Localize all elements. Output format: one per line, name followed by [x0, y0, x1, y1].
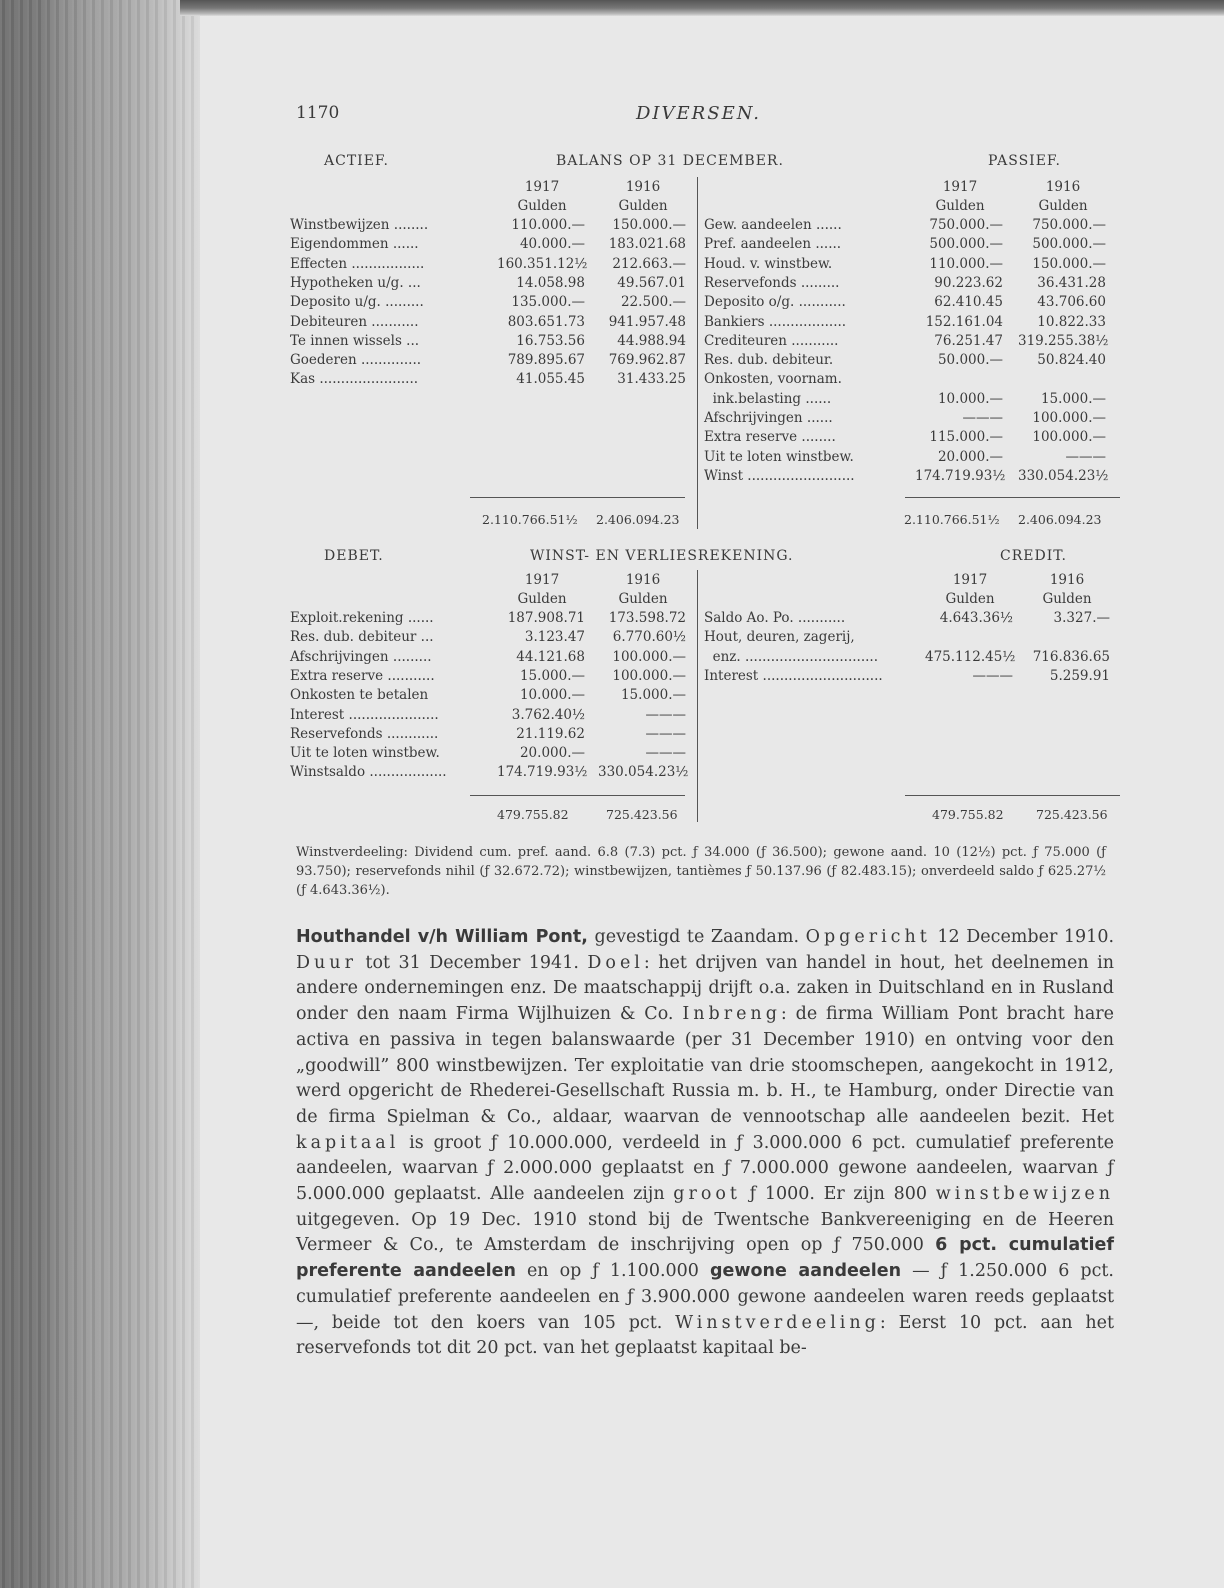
value-1917: 44.121.68 — [516, 648, 585, 665]
row-label: Winstbewijzen ........ — [290, 217, 429, 233]
value-1917: 4.643.36½ — [939, 610, 1013, 626]
row-label: Bankiers .................. — [704, 313, 847, 330]
winst-total-left-1917: 479.755.82 — [497, 807, 569, 822]
running-head: DIVERSEN. — [636, 103, 762, 124]
value-1917: 90.223.62 — [934, 274, 1003, 291]
value-1917: 41.055.45 — [516, 371, 585, 388]
row-label: Res. dub. debiteur. — [704, 352, 834, 369]
value-1916: 6.770.60½ — [612, 629, 686, 646]
row-label: Crediteuren ........... — [704, 332, 839, 349]
year-1916-header: 1916 — [625, 572, 661, 588]
totals-rule — [470, 497, 685, 498]
table-row — [290, 235, 690, 254]
value-1917: 500.000.— — [929, 236, 1003, 253]
value-1916: 716.836.65 — [1032, 648, 1110, 665]
value-1916: 50.824.40 — [1037, 352, 1106, 369]
year-1917-header: 1917 — [952, 572, 988, 588]
value-1916: 10.822.33 — [1037, 313, 1106, 330]
value-1917: 10.000.— — [519, 687, 585, 704]
value-1916: 44.988.94 — [617, 332, 686, 349]
unit-header-1917: Gulden — [935, 198, 985, 214]
year-1917-header: 1917 — [524, 572, 560, 588]
value-1917: 40.000.— — [519, 236, 585, 253]
winst-total-right-1917: 479.755.82 — [932, 807, 1004, 822]
value-1917: 14.058.98 — [516, 274, 585, 291]
value-1916: ——— — [645, 706, 686, 723]
value-1917: 3.123.47 — [524, 629, 585, 646]
table-row — [290, 725, 690, 744]
value-1916: 31.433.25 — [617, 371, 686, 388]
table-row — [290, 744, 690, 763]
row-label: Pref. aandeelen ...... — [704, 236, 842, 253]
value-1916: 15.000.— — [1040, 390, 1106, 407]
value-1916: 100.000.— — [1032, 429, 1106, 446]
table-row — [290, 763, 690, 782]
row-label: Saldo Ao. Po. ........... — [704, 610, 846, 626]
balans-total-right-1916: 2.406.094.23 — [1018, 512, 1102, 527]
unit-header-1917: Gulden — [945, 591, 995, 607]
table-row — [290, 686, 690, 705]
row-label: Interest ............................ — [704, 667, 883, 684]
year-1917-header: 1917 — [942, 179, 978, 195]
value-1917: 10.000.— — [937, 390, 1003, 407]
winst-title: WINST- EN VERLIESREKENING. — [530, 548, 794, 564]
row-label: enz. ............................... — [704, 648, 878, 665]
table-row — [704, 313, 1124, 332]
value-1917: 750.000.— — [929, 217, 1003, 233]
row-label: Winstsaldo .................. — [290, 764, 447, 781]
row-label: Onkosten, voornam. — [704, 371, 842, 388]
value-1916: 500.000.— — [1032, 236, 1106, 253]
company-name: Houthandel v/h William Pont, — [296, 927, 588, 947]
row-label: Effecten ................. — [290, 255, 425, 272]
row-label: Gew. aandeelen ...... — [704, 217, 842, 233]
value-1916: 183.021.68 — [608, 236, 686, 253]
table-row — [290, 216, 690, 235]
credit-header: CREDIT. — [1000, 548, 1067, 564]
balans-total-left-1917: 2.110.766.51½ — [482, 512, 578, 527]
value-1917: 3.762.40½ — [511, 706, 585, 723]
table-row — [290, 255, 690, 274]
table-row — [704, 216, 1124, 235]
year-1916-header: 1916 — [625, 179, 661, 195]
value-1916: 330.054.23½ — [598, 764, 689, 781]
unit-header-1916: Gulden — [1042, 591, 1092, 607]
value-1916: 100.000.— — [612, 648, 686, 665]
table-row — [704, 332, 1124, 351]
value-1917: 174.719.93½ — [915, 467, 1006, 484]
year-1917-header: 1917 — [524, 179, 560, 195]
row-label: Afschrijvingen ......... — [290, 648, 432, 665]
value-1917: 135.000.— — [511, 294, 585, 311]
table-row — [290, 706, 690, 725]
row-label: Deposito o/g. ........... — [704, 294, 846, 311]
book-binding-page-edges — [0, 0, 200, 1588]
table-row — [290, 628, 690, 647]
table-row — [704, 409, 1124, 428]
value-1917: 174.719.93½ — [497, 764, 588, 781]
row-label: Extra reserve ........ — [704, 429, 836, 446]
row-label: Uit te loten winstbew. — [704, 448, 854, 465]
value-1916: 330.054.23½ — [1018, 467, 1109, 484]
value-1917: 15.000.— — [519, 667, 585, 684]
table-row — [704, 628, 1124, 647]
value-1916: 15.000.— — [620, 687, 686, 704]
balans-total-right-1917: 2.110.766.51½ — [904, 512, 1000, 527]
value-1916: 22.500.— — [620, 294, 686, 311]
unit-header-1917: Gulden — [517, 198, 567, 214]
table-row — [704, 648, 1124, 667]
winst-divider — [697, 570, 698, 822]
row-label: Goederen .............. — [290, 352, 422, 369]
value-1917: 187.908.71 — [507, 610, 585, 626]
row-label: Deposito u/g. ......... — [290, 294, 424, 311]
value-1917: ——— — [962, 410, 1003, 426]
row-label: Uit te loten winstbew. — [290, 745, 440, 762]
balans-title: BALANS OP 31 DECEMBER. — [556, 153, 784, 169]
table-row — [704, 235, 1124, 254]
unit-header-1917: Gulden — [517, 591, 567, 607]
row-label: Kas ....................... — [290, 371, 419, 388]
page-top-shadow — [180, 0, 1224, 16]
value-1916: 43.706.60 — [1037, 294, 1106, 311]
table-row — [704, 351, 1124, 370]
winst-total-right-1916: 725.423.56 — [1036, 807, 1108, 822]
company-description: Houthandel v/h William Pont, gevestigd te Zaandam. Opgericht 12 December 1910. Duur tot 31 December 1941. Doel: het drijven van handel in hout, het deelnemen in andere ondernemingen enz. De maatschappij drijft o.a. zaken in Duitschland en in Rusland onder den naam Firma Wijlhuizen & Co. Inbreng: de firma William Pont bracht hare activa en passiva in tegen balanswaarde (per 31 December 1910) en ontving voor den „goodwill” 800 winstbewijzen. Ter exploitatie van drie stoomschepen, aangekocht in 1912, werd opgericht de Rhederei-Gesellschaft Russia m. b. H., te Hamburg, onder Directie van de firma Spielman & Co., aldaar, waarvan de vennootschap alle aandeelen bezit. Het kapitaal is groot ƒ 10.000.000, verdeeld in ƒ 3.000.000 6 pct. cumulatief preferente aandeelen, waarvan ƒ 2.000.000 geplaatst en ƒ 7.000.000 gewone aandeelen, waarvan ƒ 5.000.000 geplaatst. Alle aandeelen zijn groot ƒ 1000. Er zijn 800 winstbewijzen uitgegeven. Op 19 Dec. 1910 stond bij de Twentsche Bankvereeniging en de Heeren Vermeer & Co., te Amsterdam de inschrijving open op ƒ 750.000 6 pct. cumulatief preferente aandeelen en op ƒ 1.100.000 gewone aandeelen — ƒ 1.250.000 6 pct. cumulatief preferente aandeelen en ƒ 3.900.000 gewone aandeelen waren reeds geplaatst —, beide tot den koers van 105 pct. Winstverdeeling: Eerst 10 pct. aan het reservefonds tot dit 20 pct. van het geplaatst kapitaal be- — [296, 927, 1115, 1359]
row-label: Interest ..................... — [290, 706, 439, 723]
value-1917: 115.000.— — [929, 429, 1003, 446]
table-row — [704, 255, 1124, 274]
value-1916: ——— — [1065, 448, 1106, 465]
value-1917: 789.895.67 — [507, 352, 585, 369]
value-1916: 49.567.01 — [617, 274, 686, 291]
value-1917: 50.000.— — [937, 352, 1003, 369]
value-1916: 212.663.— — [612, 255, 686, 272]
actief-header: ACTIEF. — [324, 153, 389, 169]
value-1916: ——— — [645, 725, 686, 742]
value-1917: 152.161.04 — [925, 313, 1003, 330]
unit-header-1916: Gulden — [618, 198, 668, 214]
row-label: Reservefonds ......... — [704, 274, 840, 291]
value-1917: 475.112.45½ — [925, 648, 1016, 665]
value-1917: 20.000.— — [519, 745, 585, 762]
value-1917: 16.753.56 — [516, 332, 585, 349]
row-label: Eigendommen ...... — [290, 236, 419, 253]
table-row — [704, 667, 1124, 686]
value-1917: 20.000.— — [937, 448, 1003, 465]
table-row — [704, 293, 1124, 312]
row-label: Te innen wissels ... — [290, 332, 420, 349]
row-label: Res. dub. debiteur ... — [290, 629, 434, 646]
value-1917: 803.651.73 — [507, 313, 585, 330]
value-1916: 100.000.— — [1032, 410, 1106, 426]
row-label: Afschrijvingen ...... — [704, 410, 833, 426]
totals-rule — [905, 795, 1120, 796]
table-row — [290, 648, 690, 667]
table-row — [290, 313, 690, 332]
value-1917: 110.000.— — [511, 217, 585, 233]
value-1916: 173.598.72 — [608, 610, 686, 626]
value-1916: 3.327.— — [1053, 610, 1110, 626]
table-row — [290, 332, 690, 351]
table-row — [704, 467, 1124, 486]
value-1917: 21.119.62 — [516, 725, 585, 742]
value-1917: 110.000.— — [929, 255, 1003, 272]
value-1916: 319.255.38½ — [1018, 332, 1109, 349]
row-label: ink.belasting ...... — [704, 390, 832, 407]
balans-divider — [697, 177, 698, 529]
table-row — [290, 351, 690, 370]
row-label: Exploit.rekening ...... — [290, 610, 434, 626]
winst-total-left-1916: 725.423.56 — [606, 807, 678, 822]
value-1916: 769.962.87 — [608, 352, 686, 369]
table-row — [704, 390, 1124, 409]
unit-header-1916: Gulden — [1038, 198, 1088, 214]
totals-rule — [905, 497, 1120, 498]
table-row — [290, 609, 690, 628]
winstverdeeling-note: Winstverdeeling: Dividend cum. pref. aand. 6.8 (7.3) pct. ƒ 34.000 (ƒ 36.500); gewone aand. 10 (12½) pct. ƒ 75.000 (ƒ 93.750); reservefonds nihil (ƒ 32.672.72); winstbewijzen, tantièmes ƒ 50.137.96 (ƒ 82.483.15); onverdeeld saldo ƒ 625.27½ (ƒ 4.643.36½). — [296, 845, 1106, 898]
row-label: Extra reserve ........... — [290, 667, 435, 684]
value-1916: ——— — [645, 745, 686, 762]
value-1917: ——— — [972, 667, 1013, 684]
value-1917: 76.251.47 — [934, 332, 1003, 349]
debet-header: DEBET. — [324, 548, 384, 564]
value-1916: 150.000.— — [612, 217, 686, 233]
value-1917: 62.410.45 — [934, 294, 1003, 311]
row-label: Onkosten te betalen — [290, 687, 429, 704]
table-row — [290, 274, 690, 293]
unit-header-1916: Gulden — [618, 591, 668, 607]
value-1916: 750.000.— — [1032, 217, 1106, 233]
passief-header: PASSIEF. — [988, 153, 1061, 169]
value-1916: 941.957.48 — [608, 313, 686, 330]
value-1916: 150.000.— — [1032, 255, 1106, 272]
year-1916-header: 1916 — [1049, 572, 1085, 588]
value-1916: 36.431.28 — [1037, 274, 1106, 291]
table-row — [290, 667, 690, 686]
page-number: 1170 — [296, 103, 340, 123]
table-row — [290, 370, 690, 389]
value-1916: 5.259.91 — [1049, 667, 1110, 684]
value-1917: 160.351.12½ — [497, 255, 588, 272]
table-row — [704, 274, 1124, 293]
table-row — [704, 448, 1124, 467]
row-label: Winst ......................... — [704, 467, 855, 484]
totals-rule — [470, 795, 685, 796]
table-row — [704, 370, 1124, 389]
balans-total-left-1916: 2.406.094.23 — [596, 512, 680, 527]
row-label: Reservefonds ............ — [290, 725, 439, 742]
row-label: Houd. v. winstbew. — [704, 255, 833, 272]
row-label: Debiteuren ........... — [290, 313, 419, 330]
year-1916-header: 1916 — [1045, 179, 1081, 195]
row-label: Hypotheken u/g. ... — [290, 274, 421, 291]
table-row — [704, 609, 1124, 628]
value-1916: 100.000.— — [612, 667, 686, 684]
table-row — [290, 293, 690, 312]
row-label: Hout, deuren, zagerij, — [704, 629, 855, 646]
table-row — [704, 428, 1124, 447]
